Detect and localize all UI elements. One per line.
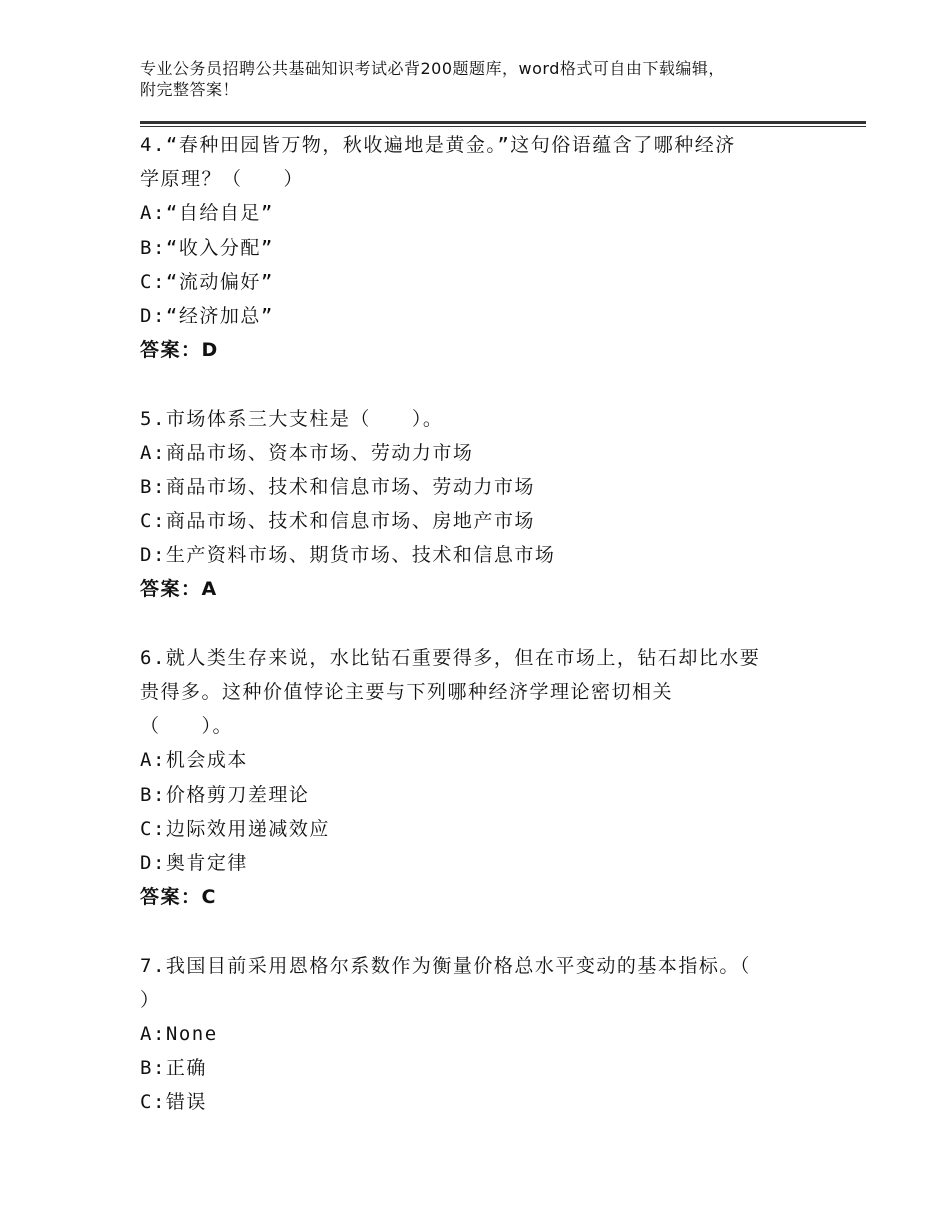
option-b: B:价格剪刀差理论 <box>140 783 310 806</box>
option-a: A:“自给自足” <box>140 202 274 225</box>
option-b: B:正确 <box>140 1057 207 1080</box>
question-6 <box>140 641 820 915</box>
question-stem: 学原理？（ ） <box>140 168 305 191</box>
option-c: C:商品市场、技术和信息市场、房地产市场 <box>140 510 535 533</box>
option-a: A:机会成本 <box>140 749 248 772</box>
answer-label: 答案：A <box>140 578 218 601</box>
question-list <box>140 128 820 1119</box>
question-7 <box>140 949 820 1120</box>
answer-label: 答案：C <box>140 886 217 909</box>
question-stem: 5.市场体系三大支柱是（ ）。 <box>140 407 444 430</box>
question-stem: ） <box>140 988 161 1011</box>
option-b: B:商品市场、技术和信息市场、劳动力市场 <box>140 475 535 498</box>
question-5 <box>140 402 820 607</box>
option-d: D:生产资料市场、期货市场、技术和信息市场 <box>140 544 556 567</box>
question-stem: （ ）。 <box>140 715 234 738</box>
header-title-line-1: 专业公务员招聘公共基础知识考试必背200题题库，word格式可自由下载编辑， <box>140 59 725 78</box>
option-b: B:“收入分配” <box>140 236 274 259</box>
question-stem: 7.我国目前采用恩格尔系数作为衡量价格总水平变动的基本指标。（ <box>140 954 751 977</box>
option-a: A:商品市场、资本市场、劳动力市场 <box>140 441 474 464</box>
option-c: C:边际效用递减效应 <box>140 817 330 840</box>
question-stem: 6.就人类生存来说，水比钻石重要得多，但在市场上，钻石却比水要 <box>140 646 761 669</box>
answer-label: 答案：D <box>140 339 219 362</box>
header-title-line-2: 附完整答案！ <box>140 80 240 99</box>
option-c: C:“流动偏好” <box>140 270 274 293</box>
header-divider-thin <box>140 126 866 127</box>
option-d: D:奥肯定律 <box>140 851 248 874</box>
header-divider-thick <box>140 121 866 124</box>
question-stem: 4.“春种田园皆万物，秋收遍地是黄金。”这句俗语蕴含了哪种经济 <box>140 134 736 156</box>
question-4 <box>140 128 820 367</box>
option-d: D:“经济加总” <box>140 304 274 327</box>
document-header <box>140 58 840 100</box>
option-c: C:错误 <box>140 1091 207 1114</box>
option-a: A:None <box>140 1022 218 1045</box>
question-stem: 贵得多。这种价值悖论主要与下列哪种经济学理论密切相关 <box>140 681 674 703</box>
